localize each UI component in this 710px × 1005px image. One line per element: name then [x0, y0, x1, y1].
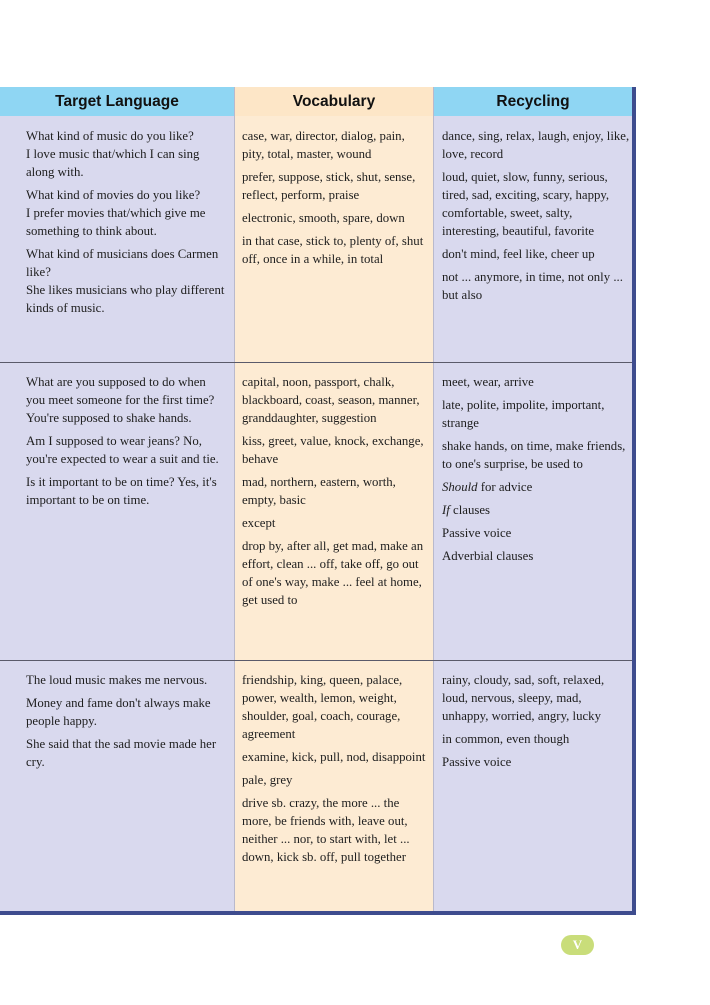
target-sentence: Is it important to be on time? Yes, it's important to be on time. [26, 475, 217, 507]
vocabulary-group: case, war, director, dialog, pain, pity, total, master, wound [242, 129, 405, 161]
target-sentence: Money and fame don't always make people happy. [26, 696, 211, 728]
recycling-group-if [442, 501, 630, 519]
vocabulary-group: mad, northern, eastern, worth, empty, basic [242, 475, 396, 507]
header-target-language: Target Language [0, 87, 234, 116]
vocabulary-group: drop by, after all, get mad, make an effort, clean ... off, take off, go out of one's way, make ... feel at home, get used to [242, 539, 424, 607]
target-sentence: The loud music makes me nervous. [26, 673, 208, 687]
recycling-group: loud, quiet, slow, funny, serious, tired, sad, exciting, scary, happy, comfortable, sweet, salty, interesting, beautiful, favorite [442, 170, 610, 238]
target-sentence: She said that the sad movie made her cry. [26, 737, 217, 769]
vocabulary-group: electronic, smooth, spare, down [242, 211, 405, 225]
vocabulary-group: capital, noon, passport, chalk, blackboard, coast, season, manner, granddaughter, suggestion [242, 375, 420, 425]
header-vocabulary: Vocabulary [234, 87, 434, 116]
row3-recycling [442, 671, 630, 776]
target-sentence: What kind of movies do you like? [26, 188, 201, 202]
target-sentence: What kind of musicians does Carmen like? [26, 247, 219, 279]
recycling-group: Passive voice [442, 755, 512, 769]
recycling-group: late, polite, impolite, important, strange [442, 398, 605, 430]
if-word: If [442, 503, 450, 517]
recycling-group: don't mind, feel like, cheer up [442, 247, 595, 261]
row2-target-language [26, 373, 226, 514]
row2-vocabulary [242, 373, 430, 614]
target-sentence: She likes musicians who play different kinds of music. [26, 283, 225, 315]
vocabulary-group: kiss, greet, value, knock, exchange, behave [242, 434, 424, 466]
recycling-group: rainy, cloudy, sad, soft, relaxed, loud, nervous, sleepy, mad, unhappy, worried, angry, lucky [442, 673, 605, 723]
recycling-group: shake hands, on time, make friends, to one's surprise, be used to [442, 439, 626, 471]
target-sentence: I love music that/which I can sing along with. [26, 147, 200, 179]
target-sentence: What kind of music do you like? [26, 129, 194, 143]
vocabulary-group: in that case, stick to, plenty of, shut off, once in a while, in total [242, 234, 424, 266]
vocabulary-group: friendship, king, queen, palace, power, wealth, lemon, weight, shoulder, goal, coach, courage, agreement [242, 673, 403, 741]
target-sentence: What are you supposed to do when you meet someone for the first time? You're supposed to shake hands. [26, 375, 215, 425]
if-rest: clauses [449, 503, 490, 517]
row3-target-language [26, 671, 226, 776]
target-sentence: I prefer movies that/which give me something to think about. [26, 206, 206, 238]
vocabulary-group: examine, kick, pull, nod, disappoint [242, 750, 426, 764]
recycling-group: Passive voice [442, 526, 512, 540]
vocabulary-group: except [242, 516, 276, 530]
should-rest: for advice [477, 480, 533, 494]
target-sentence: Am I supposed to wear jeans? No, you're expected to wear a suit and tie. [26, 434, 219, 466]
recycling-group: in common, even though [442, 732, 570, 746]
units-overview-table [0, 87, 636, 915]
row1-target-language [26, 127, 226, 322]
row-divider [0, 362, 632, 363]
recycling-group: Adverbial clauses [442, 549, 534, 563]
row1-vocabulary [242, 127, 430, 273]
should-word: Should [442, 480, 478, 494]
vocabulary-group: drive sb. crazy, the more ... the more, be friends with, leave out, neither ... nor, to start with, let ... down, kick sb. off, pull together [242, 796, 410, 864]
recycling-group: not ... anymore, in time, not only ... but also [442, 270, 623, 302]
recycling-group-should [442, 478, 630, 496]
vocabulary-group: pale, grey [242, 773, 293, 787]
recycling-group: meet, wear, arrive [442, 375, 534, 389]
row-divider [0, 660, 632, 661]
page-number-badge: V [561, 935, 594, 955]
recycling-group: dance, sing, relax, laugh, enjoy, like, love, record [442, 129, 630, 161]
row3-vocabulary [242, 671, 430, 871]
row1-recycling [442, 127, 630, 309]
vocabulary-group: prefer, suppose, stick, shut, sense, reflect, perform, praise [242, 170, 416, 202]
row2-recycling [442, 373, 630, 570]
header-recycling: Recycling [434, 87, 632, 116]
